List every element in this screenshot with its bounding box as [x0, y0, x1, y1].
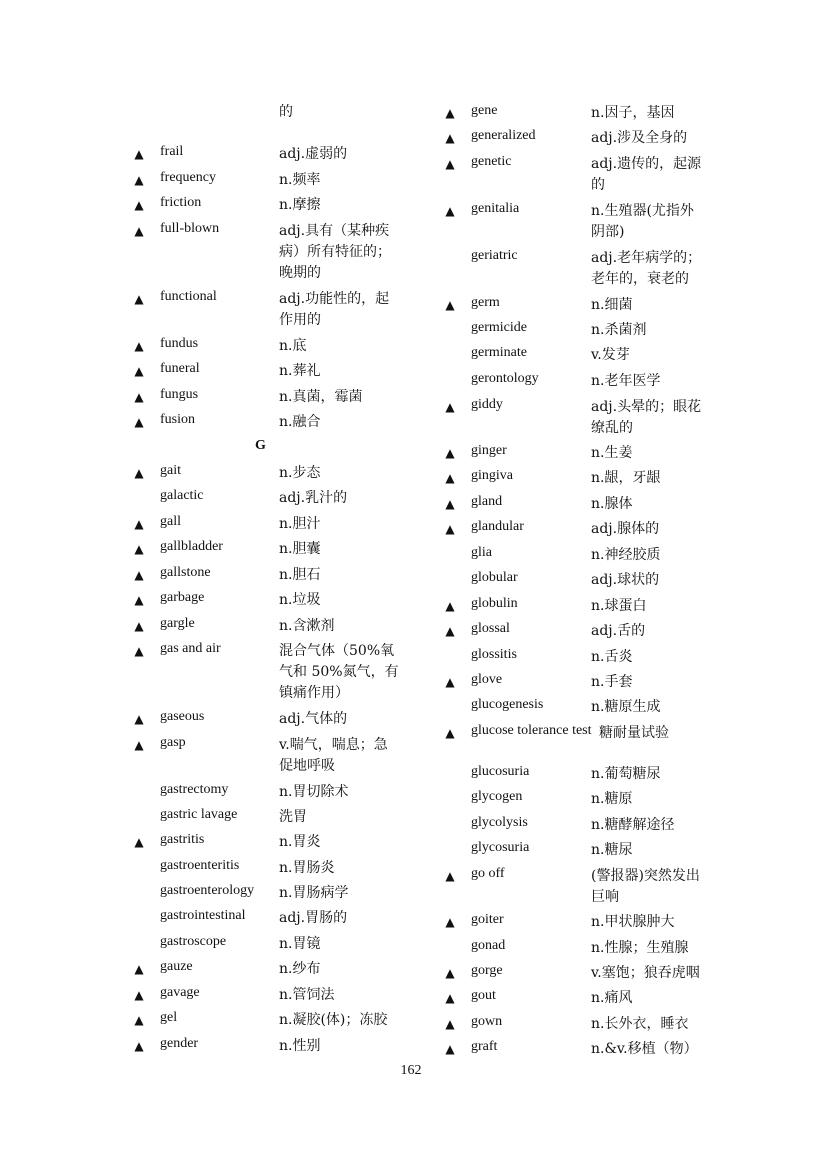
entry-marker-icon: ▲ [134, 339, 144, 353]
entry-headword: germinate [471, 345, 527, 360]
entry-definition: adj.虚弱的 [279, 146, 348, 162]
entry-marker-icon: ▲ [445, 624, 455, 638]
entry-definition: n.糖尿 [591, 842, 633, 858]
entry-marker-icon: ▲ [134, 466, 144, 480]
entry-marker-icon: ▲ [134, 1013, 144, 1027]
entry-headword: go off [471, 866, 505, 881]
entry-definition: n.葡萄糖尿 [591, 766, 661, 782]
entry-definition: n.神经胶质 [591, 547, 661, 563]
entry-definition: n.纱布 [279, 961, 321, 977]
entry-headword: gastroenteritis [160, 858, 240, 873]
entry-definition: n.胃镜 [279, 936, 321, 952]
entry-headword: full-blown [160, 221, 220, 236]
entry-marker-icon: ▲ [445, 915, 455, 929]
entry-headword: glycogen [471, 789, 523, 804]
entry-marker-icon: ▲ [134, 390, 144, 404]
entry-definition: adj.遗传的，起源 的 [591, 156, 702, 193]
entry-definition: n.底 [279, 338, 307, 354]
entry-marker-icon: ▲ [134, 364, 144, 378]
entry-headword: gargle [160, 616, 195, 631]
entry-definition: n.胃肠病学 [279, 885, 349, 901]
entry-headword: galactic [160, 488, 204, 503]
entry-marker-icon: ▲ [445, 131, 455, 145]
entry-marker-icon: ▲ [134, 593, 144, 607]
entry-headword: gas and air [160, 641, 221, 656]
entry-headword: glossitis [471, 647, 517, 662]
entry-headword: gall [160, 514, 181, 529]
entry-headword: giddy [471, 397, 503, 412]
entry-marker-icon: ▲ [134, 712, 144, 726]
entry-definition: n.因子，基因 [591, 105, 675, 121]
entry-headword: glycolysis [471, 815, 528, 830]
entry-marker-icon: ▲ [134, 568, 144, 582]
section-header-g: G [255, 438, 266, 453]
entry-marker-icon: ▲ [445, 726, 455, 740]
entry-definition: n.融合 [279, 414, 321, 430]
entry-definition: n.长外衣，睡衣 [591, 1016, 689, 1032]
entry-definition: v.发芽 [591, 347, 630, 363]
entry-marker-icon: ▲ [445, 400, 455, 414]
entry-marker-icon: ▲ [445, 1042, 455, 1056]
entry-definition: n.生姜 [591, 445, 633, 461]
entry-headword: globular [471, 570, 518, 585]
entry-marker-icon: ▲ [134, 962, 144, 976]
entry-definition: n.摩擦 [279, 197, 321, 213]
entry-definition: n.手套 [591, 674, 633, 690]
entry-headword: gastric lavage [160, 807, 238, 822]
entry-headword: functional [160, 289, 217, 304]
entry-definition: n.舌炎 [591, 649, 633, 665]
entry-headword: fungus [160, 387, 199, 402]
entry-definition: n.步态 [279, 465, 321, 481]
entry-definition: adj.乳汁的 [279, 490, 348, 506]
entry-marker-icon: ▲ [134, 619, 144, 633]
entry-definition: adj.老年病学的； 老年的，衰老的 [591, 250, 702, 287]
entry-headword: gastroenterology [160, 883, 255, 898]
entry-definition: n.性别 [279, 1038, 321, 1054]
entry-headword: gender [160, 1036, 199, 1051]
entry-definition: n.龈，牙龈 [591, 470, 661, 486]
entry-headword: gallstone [160, 565, 211, 580]
entry-definition: n.垃圾 [279, 592, 321, 608]
entry-headword: germicide [471, 320, 527, 335]
entry-headword: fusion [160, 412, 195, 427]
entry-headword: glucogenesis [471, 697, 544, 712]
entry-definition: n.甲状腺肿大 [591, 914, 675, 930]
entry-definition: n.细菌 [591, 297, 633, 313]
entry-marker-icon: ▲ [134, 738, 144, 752]
entry-headword: gastrectomy [160, 782, 229, 797]
entry-headword: glycosuria [471, 840, 530, 855]
entry-headword: gait [160, 463, 181, 478]
entry-headword: gaseous [160, 709, 205, 724]
entry-headword: gel [160, 1010, 178, 1025]
entry-definition: n.管饲法 [279, 987, 335, 1003]
entry-headword: genetic [471, 154, 512, 169]
entry-definition: n.胃切除术 [279, 784, 349, 800]
entry-definition: 混合气体（50%氧 气和 50%氮气，有 镇痛作用） [279, 643, 399, 701]
entry-marker-icon: ▲ [134, 292, 144, 306]
entry-headword: funeral [160, 361, 200, 376]
entry-headword: germ [471, 295, 500, 310]
entry-marker-icon: ▲ [445, 298, 455, 312]
entry-headword: gene [471, 103, 498, 118]
entry-definition: adj.胃肠的 [279, 910, 348, 926]
entry-definition: adj.涉及全身的 [591, 130, 688, 146]
entry-headword: frequency [160, 170, 216, 185]
entry-headword: frail [160, 144, 184, 159]
entry-definition: adj.具有（某种疾 病）所有特征的； 晚期的 [279, 223, 391, 281]
entry-definition: adj.功能性的，起 作用的 [279, 291, 390, 328]
entry-headword: glove [471, 672, 503, 687]
entry-definition: n.杀菌剂 [591, 322, 647, 338]
entry-marker-icon: ▲ [134, 835, 144, 849]
entry-headword: glucose tolerance test [471, 723, 592, 738]
entry-headword: gerontology [471, 371, 539, 386]
entry-definition: n.胆石 [279, 567, 321, 583]
entry-definition: n.生殖器(尤指外 阴部) [591, 203, 694, 240]
entry-headword: gown [471, 1014, 503, 1029]
entry-marker-icon: ▲ [445, 869, 455, 883]
entry-marker-icon: ▲ [445, 675, 455, 689]
entry-marker-icon: ▲ [134, 542, 144, 556]
entry-headword: geriatric [471, 248, 518, 263]
entry-marker-icon: ▲ [134, 644, 144, 658]
entry-definition: 洗胃 [279, 809, 307, 825]
entry-marker-icon: ▲ [445, 599, 455, 613]
entry-headword: gastrointestinal [160, 908, 246, 923]
entry-headword: gland [471, 494, 503, 509]
entry-marker-icon: ▲ [445, 471, 455, 485]
entry-headword: globulin [471, 596, 518, 611]
entry-headword: friction [160, 195, 202, 210]
entry-headword: glia [471, 545, 492, 560]
entry-marker-icon: ▲ [134, 1039, 144, 1053]
continuation-text: 的 [279, 104, 293, 120]
entry-headword: gavage [160, 985, 200, 1000]
entry-marker-icon: ▲ [445, 204, 455, 218]
entry-headword: genitalia [471, 201, 520, 216]
entry-definition: v.塞饱；狼吞虎咽 [591, 965, 700, 981]
entry-definition: n.胃炎 [279, 834, 321, 850]
entry-definition: n.凝胶(体)；冻胶 [279, 1012, 388, 1028]
entry-definition: n.腺体 [591, 496, 633, 512]
entry-headword: gauze [160, 959, 193, 974]
entry-headword: glandular [471, 519, 524, 534]
entry-definition: n.痛风 [591, 990, 633, 1006]
entry-headword: gastroscope [160, 934, 227, 949]
entry-headword: gingiva [471, 468, 513, 483]
entry-headword: gallbladder [160, 539, 223, 554]
entry-headword: ginger [471, 443, 507, 458]
entry-definition: n.糖原 [591, 791, 633, 807]
entry-marker-icon: ▲ [445, 106, 455, 120]
entry-definition: n.糖酵解途径 [591, 817, 675, 833]
entry-definition: v.喘气，喘息；急 促地呼吸 [279, 737, 388, 774]
entry-marker-icon: ▲ [134, 988, 144, 1002]
entry-definition: adj.球状的 [591, 572, 660, 588]
entry-headword: glucosuria [471, 764, 530, 779]
entry-marker-icon: ▲ [445, 157, 455, 171]
entry-headword: glossal [471, 621, 510, 636]
page-number: 162 [400, 1063, 422, 1078]
entry-marker-icon: ▲ [445, 991, 455, 1005]
entry-headword: graft [471, 1039, 498, 1054]
entry-marker-icon: ▲ [134, 198, 144, 212]
entry-definition: n.葬礼 [279, 363, 321, 379]
entry-definition: n.糖原生成 [591, 699, 661, 715]
entry-definition: adj.舌的 [591, 623, 646, 639]
entry-definition: n.球蛋白 [591, 598, 647, 614]
entry-headword: gonad [471, 938, 506, 953]
entry-definition: 糖耐量试验 [599, 725, 669, 741]
entry-marker-icon: ▲ [445, 1017, 455, 1031]
entry-marker-icon: ▲ [134, 415, 144, 429]
entry-headword: goiter [471, 912, 504, 927]
entry-definition: adj.头晕的；眼花 缭乱的 [591, 399, 702, 436]
entry-marker-icon: ▲ [445, 522, 455, 536]
entry-definition: n.频率 [279, 172, 321, 188]
entry-definition: adj.气体的 [279, 711, 348, 727]
entry-headword: generalized [471, 128, 536, 143]
entry-marker-icon: ▲ [134, 517, 144, 531]
entry-definition: n.胆囊 [279, 541, 321, 557]
entry-definition: n.性腺；生殖腺 [591, 940, 689, 956]
entry-headword: garbage [160, 590, 205, 605]
entry-definition: (警报器)突然发出 巨响 [591, 868, 700, 905]
entry-definition: adj.腺体的 [591, 521, 660, 537]
entry-marker-icon: ▲ [134, 147, 144, 161]
entry-definition: n.胆汁 [279, 516, 321, 532]
entry-headword: gastritis [160, 832, 205, 847]
entry-headword: gout [471, 988, 496, 1003]
entry-headword: gorge [471, 963, 503, 978]
entry-marker-icon: ▲ [134, 173, 144, 187]
entry-marker-icon: ▲ [445, 446, 455, 460]
entry-definition: n.含漱剂 [279, 618, 335, 634]
entry-definition: n.&v.移植（物） [591, 1041, 698, 1057]
entry-definition: n.胃肠炎 [279, 860, 335, 876]
entry-marker-icon: ▲ [134, 224, 144, 238]
entry-marker-icon: ▲ [445, 497, 455, 511]
entry-definition: n.老年医学 [591, 373, 661, 389]
entry-headword: gasp [160, 735, 186, 750]
entry-definition: n.真菌，霉菌 [279, 389, 363, 405]
entry-marker-icon: ▲ [445, 966, 455, 980]
entry-headword: fundus [160, 336, 199, 351]
